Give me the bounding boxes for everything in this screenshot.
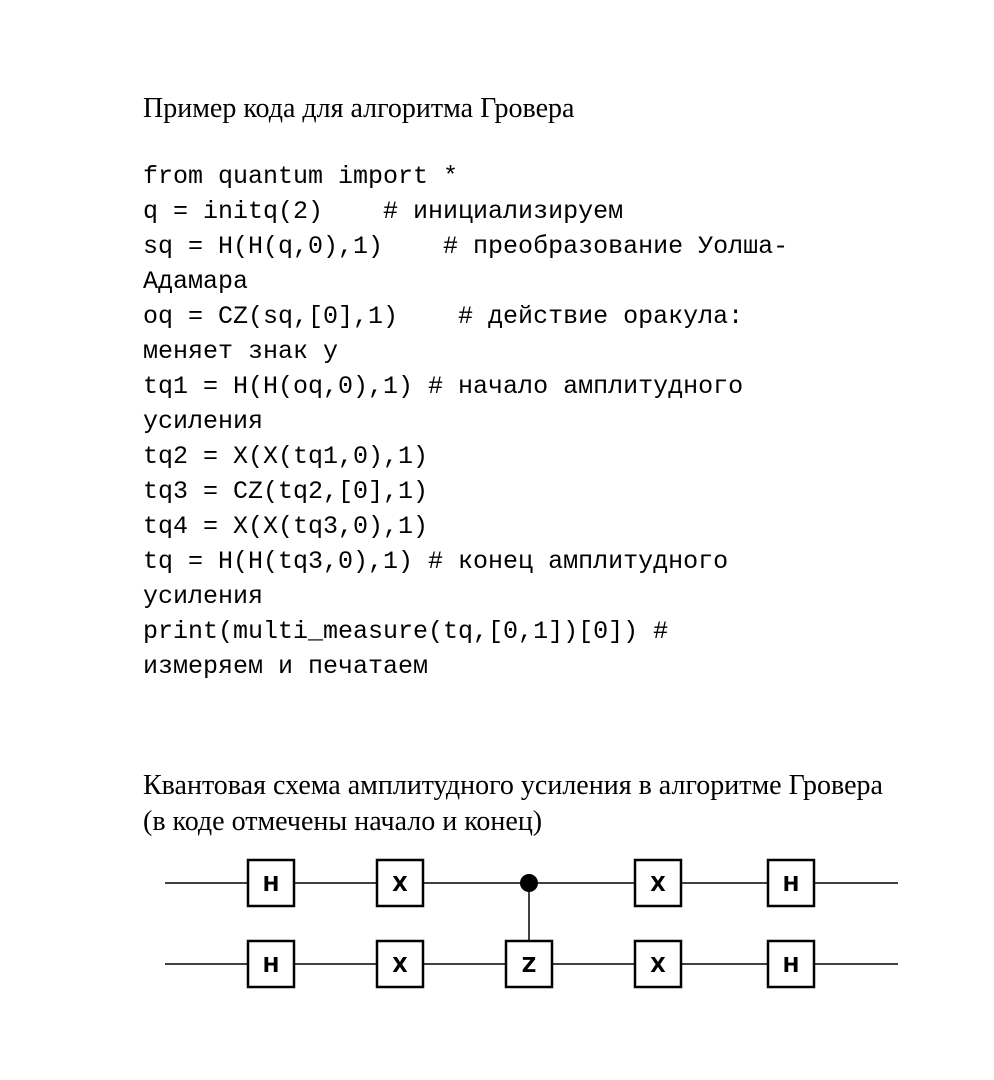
svg-text:Z: Z: [521, 953, 537, 977]
code-line: sq = H(H(q,0),1) # преобразование Уолша-: [143, 232, 789, 261]
gate-x-q1-second: [635, 941, 681, 987]
svg-text:H: H: [782, 872, 800, 896]
svg-text:H: H: [262, 872, 280, 896]
svg-text:X: X: [392, 953, 408, 977]
code-line: tq2 = X(X(tq1,0),1): [143, 442, 429, 471]
code-line: tq3 = CZ(tq2,[0],1): [143, 477, 429, 506]
svg-text:X: X: [392, 872, 408, 896]
code-line: усиления: [143, 407, 264, 436]
svg-text:X: X: [650, 953, 666, 977]
code-line: измеряем и печатаем: [143, 652, 429, 681]
code-line: Адамара: [143, 267, 249, 296]
svg-text:H: H: [262, 953, 280, 977]
code-line: tq4 = X(X(tq3,0),1): [143, 512, 429, 541]
page-title: Пример кода для алгоритма Гровера: [143, 93, 575, 124]
code-line: q = initq(2) # инициализируем: [143, 197, 624, 226]
code-block: [143, 159, 943, 684]
gate-z-q1: [506, 941, 552, 987]
gate-h-q0-end: [768, 860, 814, 906]
circuit-caption: Квантовая схема амплитудного усиления в алгоритме Гровера (в коде отмечены начало и конец): [143, 770, 883, 837]
svg-text:H: H: [782, 953, 800, 977]
gate-x-q0-first: [377, 860, 423, 906]
gate-x-q1-first: [377, 941, 423, 987]
code-line: меняет знак у: [143, 337, 339, 366]
gate-x-q0-second: [635, 860, 681, 906]
gate-h-q1-end: [768, 941, 814, 987]
quantum-circuit-diagram: [0, 850, 994, 1010]
svg-text:X: X: [650, 872, 666, 896]
code-line: from quantum import *: [143, 162, 459, 191]
code-line: oq = CZ(sq,[0],1) # действие оракула:: [143, 302, 744, 331]
code-line: tq1 = H(H(oq,0),1) # начало амплитудного: [143, 372, 744, 401]
gate-h-q1-start: [248, 941, 294, 987]
gate-h-q0-start: [248, 860, 294, 906]
code-line: print(multi_measure(tq,[0,1])[0]) #: [143, 617, 669, 646]
control-dot: [520, 874, 538, 892]
code-line: усиления: [143, 582, 264, 611]
code-line: tq = H(H(tq3,0),1) # конец амплитудного: [143, 547, 729, 576]
